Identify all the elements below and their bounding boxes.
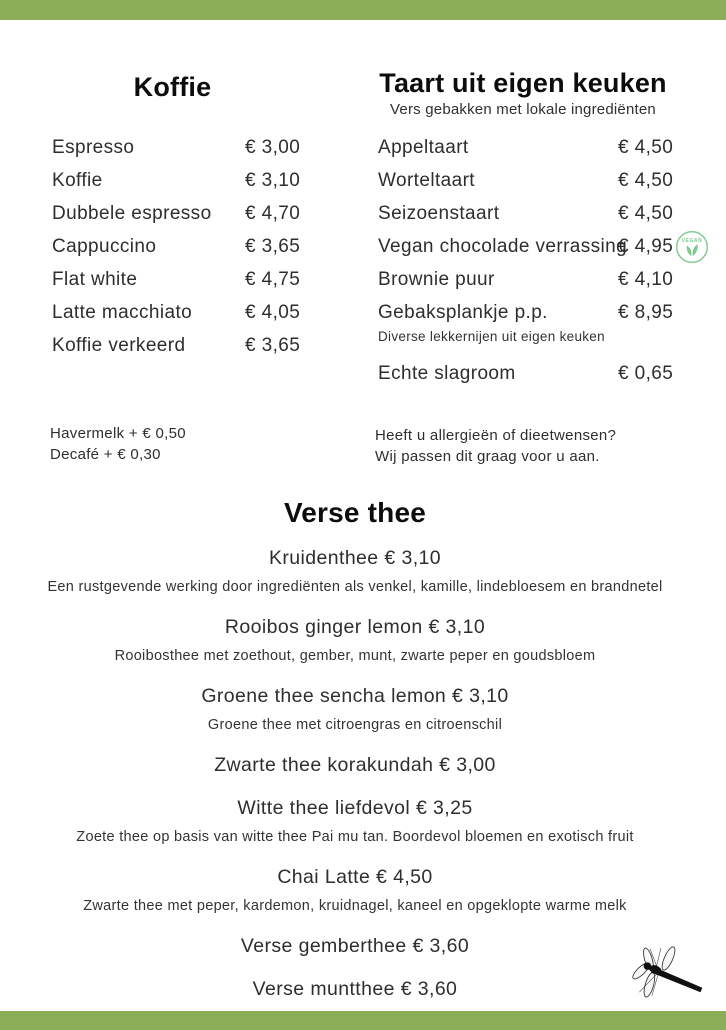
vegan-badge-icon xyxy=(675,230,709,264)
menu-item-row xyxy=(52,231,352,264)
thee-section xyxy=(0,498,710,1002)
menu-item-row xyxy=(52,198,352,231)
item-price: € 3,60 xyxy=(412,935,470,957)
menu-item xyxy=(52,231,352,264)
item-price: € 3,10 xyxy=(245,170,301,192)
menu-item-row xyxy=(52,132,352,165)
dragonfly-icon xyxy=(626,940,712,1012)
tea-item xyxy=(0,752,710,778)
extra-option-line: Havermelk + € 0,50 xyxy=(50,425,186,442)
thee-item-list xyxy=(0,545,710,1002)
tea-name-price xyxy=(0,864,710,890)
allergy-note-line: Wij passen dit graag voor u aan. xyxy=(375,447,600,465)
menu-item-row xyxy=(378,165,718,198)
menu-item-row xyxy=(52,264,352,297)
tea-item xyxy=(0,864,710,916)
item-name: Seizoenstaart xyxy=(378,203,500,225)
item-name: Verse gemberthee xyxy=(240,935,407,957)
item-name: Echte slagroom xyxy=(378,362,516,384)
item-price: € 8,95 xyxy=(618,301,674,323)
tea-item xyxy=(0,683,710,735)
tea-description: Een rustgevende werking door ingrediënten als venkel, kamille, lindebloesem en brandnetel xyxy=(47,579,663,595)
menu-item xyxy=(378,231,718,264)
item-price: € 4,50 xyxy=(618,137,674,159)
menu-item xyxy=(378,198,718,231)
item-name: Worteltaart xyxy=(378,170,475,192)
item-name: Latte macchiato xyxy=(52,301,193,323)
extra-option-line: Decafé + € 0,30 xyxy=(50,445,161,463)
allergy-note-line: Heeft u allergieën of dieetwensen? xyxy=(375,427,617,444)
item-price: € 3,60 xyxy=(400,978,458,1000)
item-price: € 4,95 xyxy=(618,236,674,258)
vegan-badge-label: VEGAN xyxy=(681,238,703,245)
top-accent-bar xyxy=(0,0,726,20)
menu-item xyxy=(378,357,718,390)
tea-name-price xyxy=(0,752,710,778)
item-name: Cappuccino xyxy=(52,236,157,258)
taart-section-title: Taart uit eigen keuken xyxy=(379,68,667,98)
item-name: Koffie xyxy=(52,170,103,192)
item-name: Appeltaart xyxy=(378,137,469,159)
koffie-extras-note xyxy=(50,424,186,465)
item-price: € 4,50 xyxy=(618,203,674,225)
menu-item-row xyxy=(378,296,718,329)
item-price: € 3,65 xyxy=(245,334,301,356)
menu-item-row xyxy=(378,132,718,165)
item-name: Verse muntthee xyxy=(252,978,395,1000)
item-price: € 3,65 xyxy=(245,236,301,258)
item-price: € 3,25 xyxy=(415,797,473,819)
menu-item xyxy=(378,165,718,198)
menu-item xyxy=(378,296,718,347)
item-price: € 4,05 xyxy=(245,301,301,323)
tea-name-price xyxy=(0,933,710,959)
tea-item xyxy=(0,976,710,1002)
koffie-item-list xyxy=(52,132,352,362)
tea-name-price xyxy=(0,795,710,821)
tea-description: Groene thee met citroengras en citroenschil xyxy=(207,717,503,733)
item-name: Chai Latte xyxy=(277,866,371,888)
tea-name-price xyxy=(0,683,710,709)
tea-name-price xyxy=(0,545,710,571)
item-name: Witte thee liefdevol xyxy=(237,797,411,819)
menu-item xyxy=(52,264,352,297)
menu-item xyxy=(52,296,352,329)
tea-description: Zoete thee op basis van witte thee Pai mu tan. Boordevol bloemen en exotisch fruit xyxy=(76,829,634,845)
menu-item xyxy=(378,264,718,297)
menu-item-row xyxy=(52,296,352,329)
item-name: Flat white xyxy=(52,269,138,290)
thee-section-title: Verse thee xyxy=(283,497,427,528)
item-name: Kruidenthee xyxy=(268,547,379,569)
menu-item-row xyxy=(378,231,718,264)
menu-item xyxy=(52,329,352,362)
koffie-section-title: Koffie xyxy=(133,72,212,102)
tea-item xyxy=(0,933,710,959)
item-name: Groene thee sencha lemon xyxy=(201,685,447,707)
item-price: € 4,10 xyxy=(618,269,674,290)
menu-item xyxy=(378,132,718,165)
item-price: € 3,00 xyxy=(245,137,301,159)
menu-item-row xyxy=(52,165,352,198)
allergy-note xyxy=(375,426,616,467)
tea-description: Rooibosthee met zoethout, gember, munt, zwarte peper en goudsbloem xyxy=(114,648,596,664)
item-price: € 3,10 xyxy=(452,685,509,707)
item-price: € 4,75 xyxy=(245,269,301,290)
tea-item xyxy=(0,614,710,666)
tea-name-price xyxy=(0,976,710,1002)
taart-section-subtitle: Vers gebakken met lokale ingrediënten xyxy=(390,101,656,118)
menu-item xyxy=(52,132,352,165)
item-price: € 4,50 xyxy=(618,170,674,192)
tea-name-price xyxy=(0,614,710,640)
item-price: € 0,65 xyxy=(618,362,674,384)
item-name: Koffie verkeerd xyxy=(52,334,186,356)
menu-item xyxy=(52,198,352,231)
item-price: € 4,50 xyxy=(376,866,433,888)
item-price: € 3,00 xyxy=(439,754,496,776)
taart-item-list xyxy=(378,132,718,390)
item-name: Espresso xyxy=(52,137,135,159)
item-name: Vegan chocolade verrassing xyxy=(378,236,628,258)
item-name: Rooibos ginger lemon xyxy=(224,616,423,638)
item-sub-note: Diverse lekkernijen uit eigen keuken xyxy=(378,329,605,345)
item-name: Brownie puur xyxy=(378,269,495,290)
item-price: € 4,70 xyxy=(245,203,301,225)
item-price: € 3,10 xyxy=(428,616,486,638)
menu-item-row xyxy=(378,357,718,390)
bottom-accent-bar xyxy=(0,1011,726,1030)
menu-item xyxy=(52,165,352,198)
tea-item xyxy=(0,545,710,597)
item-name: Dubbele espresso xyxy=(52,203,212,225)
menu-item-row xyxy=(378,198,718,231)
menu-item-row xyxy=(378,264,718,297)
tea-description: Zwarte thee met peper, kardemon, kruidnagel, kaneel en opgeklopte warme melk xyxy=(83,898,627,914)
item-name: Gebaksplankje p.p. xyxy=(378,301,548,323)
menu-item-row xyxy=(52,329,352,362)
item-name: Zwarte thee korakundah xyxy=(214,754,434,776)
item-price: € 3,10 xyxy=(384,547,442,569)
tea-item xyxy=(0,795,710,847)
